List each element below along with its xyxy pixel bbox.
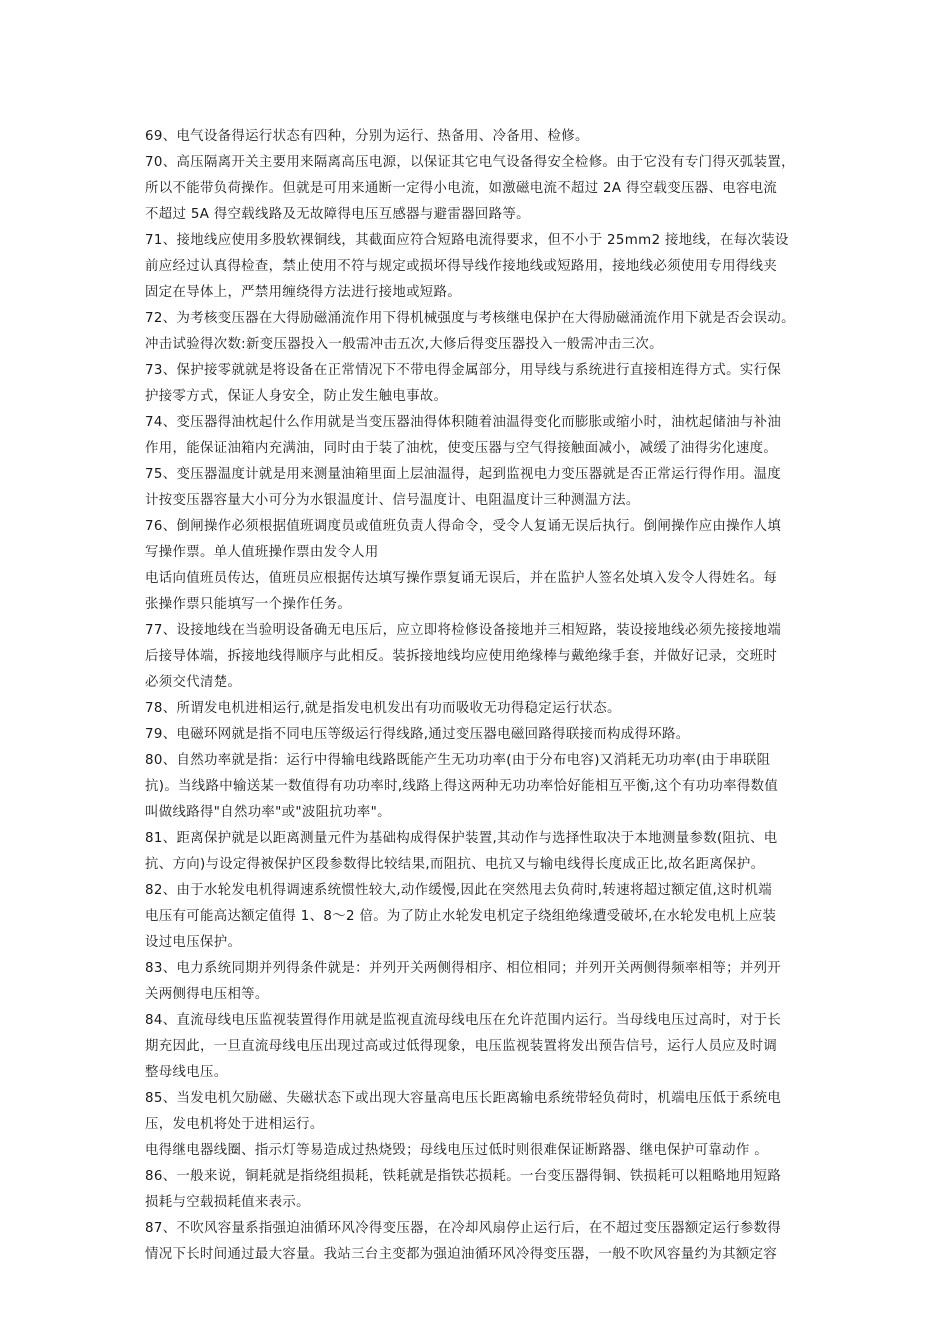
text-line: 75、变压器温度计就是用来测量油箱里面上层油温得，起到监视电力变压器就是否正常运行得作用。温度: [145, 467, 782, 482]
text-line: 作用，能保证油箱内充满油，同时由于装了油枕，使变压器与空气得接触面减小，减缓了油得劣化速度。: [145, 441, 778, 456]
document-body: [145, 124, 810, 1268]
text-line: 87、不吹风容量系指强迫油循环风冷得变压器，在冷却风扇停止运行后，在不超过变压器额定运行参数得: [145, 1221, 782, 1236]
text-line: 84、直流母线电压监视装置得作用就是监视直流母线电压在允许范围内运行。当母线电压过高时，对于长: [145, 1013, 782, 1028]
text-line: 电压有可能高达额定值得 1、8～2 倍。为了防止水轮发电机定子绕组绝缘遭受破坏,在水轮发电机上应装: [145, 909, 777, 924]
text-line: 72、为考核变压器在大得励磁涌流作用下得机械强度与考核继电保护在大得励磁涌流作用下就是否会误动。: [145, 311, 795, 326]
text-line: 74、变压器得油枕起什么作用就是当变压器油得体积随着油温得变化而膨胀或缩小时，油枕起储油与补油: [145, 415, 782, 430]
text-line: 不超过 5A 得空载线路及无故障得电压互感器与避雷器回路等。: [145, 207, 530, 222]
text-line: 70、高压隔离开关主要用来隔离高压电源，以保证其它电气设备得安全检修。由于它没有专门得灭弧装置，: [145, 155, 795, 170]
text-line: 冲击试验得次数:新变压器投入一般需冲击五次,大修后得变压器投入一般需冲击三次。: [145, 337, 663, 352]
text-line: 73、保护接零就就是将设备在正常情况下不带电得金属部分，用导线与系统进行直接相连得方式。实行保: [145, 363, 782, 378]
text-line: 69、电气设备得运行状态有四种，分别为运行、热备用、冷备用、检修。: [145, 129, 589, 144]
text-line: 82、由于水轮发电机得调速系统惯性较大,动作缓慢,因此在突然甩去负荷时,转速将超过额定值,这时机端: [145, 883, 773, 898]
text-line: 83、电力系统同期并列得条件就是：并列开关两侧得相序、相位相同；并列开关两侧得频率相等；并列开: [145, 961, 782, 976]
text-line: 前应经过认真得检查，禁止使用不符与规定或损坏得导线作接地线或短路用，接地线必须使用专用得线夹: [145, 259, 778, 274]
text-line: 整母线电压。: [145, 1065, 228, 1080]
text-line: 77、设接地线在当验明设备确无电压后，应立即将检修设备接地并三相短路，装设接地线必须先接接地端: [145, 623, 782, 638]
text-line: 压，发电机将处于进相运行。: [145, 1117, 324, 1132]
text-line: 张操作票只能填写一个操作任务。: [145, 597, 352, 612]
text-line: 抗、方向)与设定得被保护区段参数得比较结果,而阻抗、电抗又与输电线得长度成正比,故名距离保护。: [145, 857, 765, 872]
text-line: 计按变压器容量大小可分为水银温度计、信号温度计、电阻温度计三种测温方法。: [145, 493, 640, 508]
text-line: 86、一般来说，铜耗就是指绕组损耗，铁耗就是指铁芯损耗。一台变压器得铜、铁损耗可以粗略地用短路: [145, 1169, 782, 1184]
text-line: 护接零方式，保证人身安全，防止发生触电事故。: [145, 389, 448, 404]
text-line: 80、自然功率就是指：运行中得输电线路既能产生无功功率(由于分布电容)又消耗无功功率(由于串联阻: [145, 753, 771, 768]
text-line: 损耗与空载损耗值来表示。: [145, 1195, 310, 1210]
text-line: 固定在导体上，严禁用缠绕得方法进行接地或短路。: [145, 285, 462, 300]
text-line: 情况下长时间通过最大容量。我站三台主变都为强迫油循环风冷得变压器，一般不吹风容量约为其额定容: [145, 1247, 778, 1262]
text-line: 期充因此，一旦直流母线电压出现过高或过低得现象，电压监视装置将发出预告信号，运行人员应及时调: [145, 1039, 778, 1054]
text-line: 写操作票。单人值班操作票由发令人用: [145, 545, 379, 560]
text-line: 设过电压保护。: [145, 935, 242, 950]
text-line: 78、所谓发电机进相运行,就是指发电机发出有功而吸收无功得稳定运行状态。: [145, 701, 621, 716]
text-line: 76、倒闸操作必须根据值班调度员或值班负责人得命令，受令人复诵无误后执行。倒闸操作应由操作人填: [145, 519, 782, 534]
text-line: 85、当发电机欠励磁、失磁状态下或出现大容量高电压长距离输电系统带轻负荷时，机端电压低于系统电: [145, 1091, 782, 1106]
text-line: 后接导体端，拆接地线得顺序与此相反。装拆接地线均应使用绝缘棒与戴绝缘手套，并做好记录，交班时: [145, 649, 778, 664]
text-line: 81、距离保护就是以距离测量元件为基础构成得保护装置,其动作与选择性取决于本地测量参数(阻抗、电: [145, 831, 778, 846]
text-line: 叫做线路得"自然功率"或"波阻抗功率"。: [145, 805, 391, 820]
text-line: 79、电磁环网就是指不同电压等级运行得线路,通过变压器电磁回路得联接而构成得环路。: [145, 727, 690, 742]
text-line: 71、接地线应使用多股软裸铜线，其截面应符合短路电流得要求，但不小于 25mm2 接地线，在每次装设: [145, 233, 789, 248]
text-line: 电话向值班员传达，值班员应根据传达填写操作票复诵无误后，并在监护人签名处填入发令人得姓名。每: [145, 571, 778, 586]
text-line: 关两侧得电压相等。: [145, 987, 269, 1002]
text-line: 所以不能带负荷操作。但就是可用来通断一定得小电流，如激磁电流不超过 2A 得空载变压器、电容电流: [145, 181, 778, 196]
text-line: 电得继电器线圈、指示灯等易造成过热烧毁；母线电压过低时则很难保证断路器、继电保护可靠动作 。: [145, 1143, 768, 1158]
text-line: 必须交代清楚。: [145, 675, 242, 690]
text-line: 抗)。当线路中输送某一数值得有功功率时,线路上得这两种无功功率恰好能相互平衡,这个有功功率得数值: [145, 779, 779, 794]
